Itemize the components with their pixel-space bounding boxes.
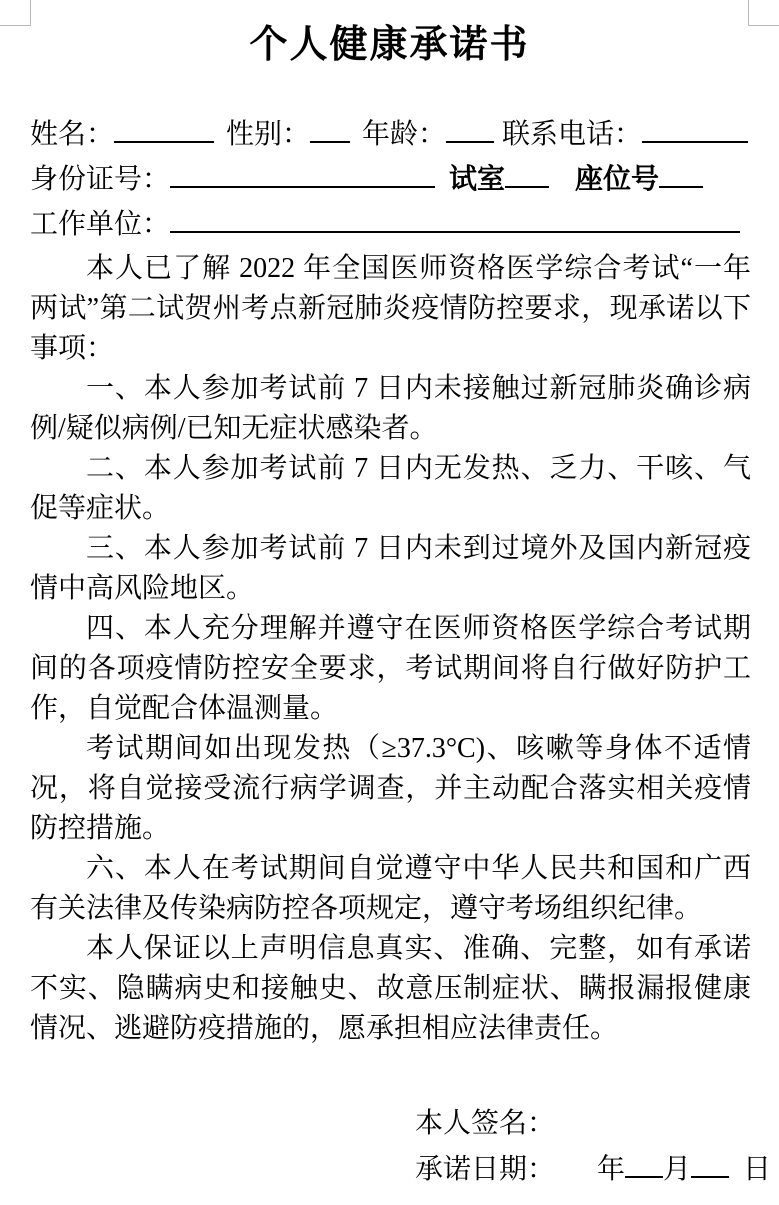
phone-label: 联系电话：	[502, 118, 643, 150]
paragraph-item-3: 三、本人参加考试前 7 日内未到过境外及国内新冠疫情中高风险地区。	[30, 532, 751, 604]
signature-block	[415, 1101, 779, 1193]
year-blank-line	[625, 1175, 663, 1178]
commitment-body	[30, 249, 751, 1049]
form-row-3	[30, 202, 751, 247]
form-row-2	[30, 157, 751, 202]
paragraph-declaration: 本人保证以上声明信息真实、准确、完整，如有承诺不实、隐瞒病史和接触史、故意压制症状、瞒报漏报健康情况、逃避防疫措施的，愿承担相应法律责任。	[30, 932, 751, 1044]
signature-name-label: 本人签名：	[415, 1107, 556, 1139]
paragraph-item-4: 四、本人充分理解并遵守在医师资格医学综合考试期间的各项疫情防控安全要求，考试期间将自行做好防护工作，自觉配合体温测量。	[30, 612, 751, 724]
day-label: 日	[743, 1153, 772, 1185]
gender-blank-line	[310, 140, 350, 143]
paragraph-item-2: 二、本人参加考试前 7 日内无发热、乏力、干咳、气促等症状。	[30, 452, 751, 524]
signature-date-label: 承诺日期：	[415, 1153, 556, 1185]
form-row-1	[30, 112, 751, 157]
exam-room-blank-line	[505, 185, 549, 188]
gender-label: 性别：	[226, 118, 311, 150]
text-boundary-mark-top-left	[0, 0, 31, 26]
signature-date-row	[415, 1147, 779, 1193]
age-label: 年龄：	[362, 118, 447, 150]
year-label: 年	[597, 1153, 626, 1185]
phone-blank-line	[642, 140, 748, 143]
seat-number-blank-line	[659, 185, 703, 188]
paragraph-item-5: 考试期间如出现发热（≥37.3°C)、咳嗽等身体不适情况，将自觉接受流行病学调查，并主动配合落实相关疫情防控措施。	[30, 732, 751, 844]
id-number-label: 身份证号：	[30, 163, 171, 195]
document-title: 个人健康承诺书	[249, 24, 530, 66]
signature-name-row	[415, 1101, 779, 1147]
personal-info-form	[30, 112, 751, 247]
work-unit-label: 工作单位：	[30, 208, 171, 240]
exam-room-label: 试室	[449, 163, 506, 195]
work-unit-blank-line	[170, 230, 740, 233]
paragraph-intro: 本人已了解 2022 年全国医师资格医学综合考试“一年两试”第二试贺州考点新冠肺炎疫情防控要求，现承诺以下事项：	[30, 252, 751, 364]
age-blank-line	[446, 140, 494, 143]
name-blank-line	[114, 140, 214, 143]
month-label: 月	[663, 1153, 692, 1185]
seat-number-label: 座位号	[575, 163, 660, 195]
month-blank-line	[691, 1175, 729, 1178]
text-boundary-mark-top-right	[748, 0, 779, 26]
paragraph-item-6: 六、本人在考试期间自觉遵守中华人民共和国和广西有关法律及传染病防控各项规定，遵守考场组织纪律。	[30, 852, 751, 924]
paragraph-item-1: 一、本人参加考试前 7 日内未接触过新冠肺炎确诊病例/疑似病例/已知无症状感染者。	[30, 372, 751, 444]
id-number-blank-line	[170, 185, 435, 188]
name-label: 姓名：	[30, 118, 115, 150]
